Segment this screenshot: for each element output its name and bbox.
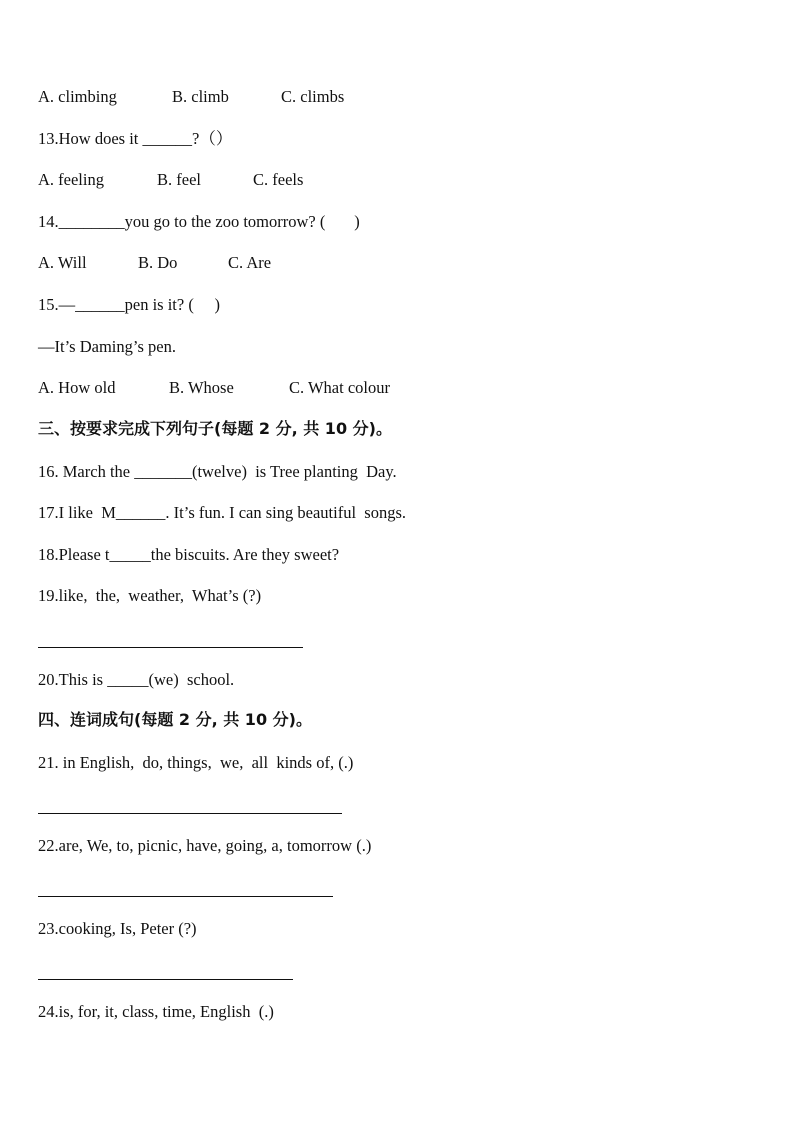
- q15-option-c: C. What colour: [289, 378, 390, 397]
- q12-option-a: A. climbing: [38, 87, 117, 106]
- q14-options: [38, 252, 271, 274]
- q12-options: [38, 86, 344, 108]
- question-20: 20.This is _____(we) school.: [38, 670, 235, 689]
- question-15-reply: —It’s Daming’s pen.: [38, 337, 176, 356]
- section-3-heading: 三、按要求完成下列句子(每题 2 分, 共 10 分)。: [38, 419, 392, 438]
- question-13: 13.How does it ______?（）: [38, 129, 233, 148]
- q13-options: [38, 169, 303, 191]
- q13-option-a: A. feeling: [38, 170, 104, 189]
- q13-option-c: C. feels: [253, 170, 304, 189]
- q15-options: [38, 377, 390, 399]
- answer-line-21: [38, 813, 342, 814]
- question-16: 16. March the _______(twelve) is Tree planting Day.: [38, 462, 397, 481]
- q14-option-b: B. Do: [138, 253, 178, 272]
- answer-line-23: [38, 979, 293, 980]
- question-21: 21. in English, do, things, we, all kinds of, (.): [38, 753, 354, 772]
- section-4-heading: 四、连词成句(每题 2 分, 共 10 分)。: [38, 710, 312, 729]
- question-19: 19.like, the, weather, What’s (?): [38, 586, 262, 605]
- question-14: 14.________you go to the zoo tomorrow? ( ): [38, 212, 360, 231]
- answer-line-22: [38, 896, 333, 897]
- q15-option-a: A. How old: [38, 378, 116, 397]
- q14-option-a: A. Will: [38, 253, 87, 272]
- q15-option-b: B. Whose: [169, 378, 234, 397]
- q12-option-b: B. climb: [172, 87, 229, 106]
- q12-option-c: C. climbs: [281, 87, 345, 106]
- answer-line-19: [38, 647, 303, 648]
- question-22: 22.are, We, to, picnic, have, going, a, tomorrow (.): [38, 836, 372, 855]
- q14-option-c: C. Are: [228, 253, 272, 272]
- question-17: 17.I like M______. It’s fun. I can sing beautiful songs.: [38, 503, 406, 522]
- question-15: 15.—______pen is it? ( ): [38, 295, 220, 314]
- question-18: 18.Please t_____the biscuits. Are they sweet?: [38, 545, 340, 564]
- q13-option-b: B. feel: [157, 170, 201, 189]
- question-23: 23.cooking, Is, Peter (?): [38, 919, 197, 938]
- question-24: 24.is, for, it, class, time, English (.): [38, 1002, 274, 1021]
